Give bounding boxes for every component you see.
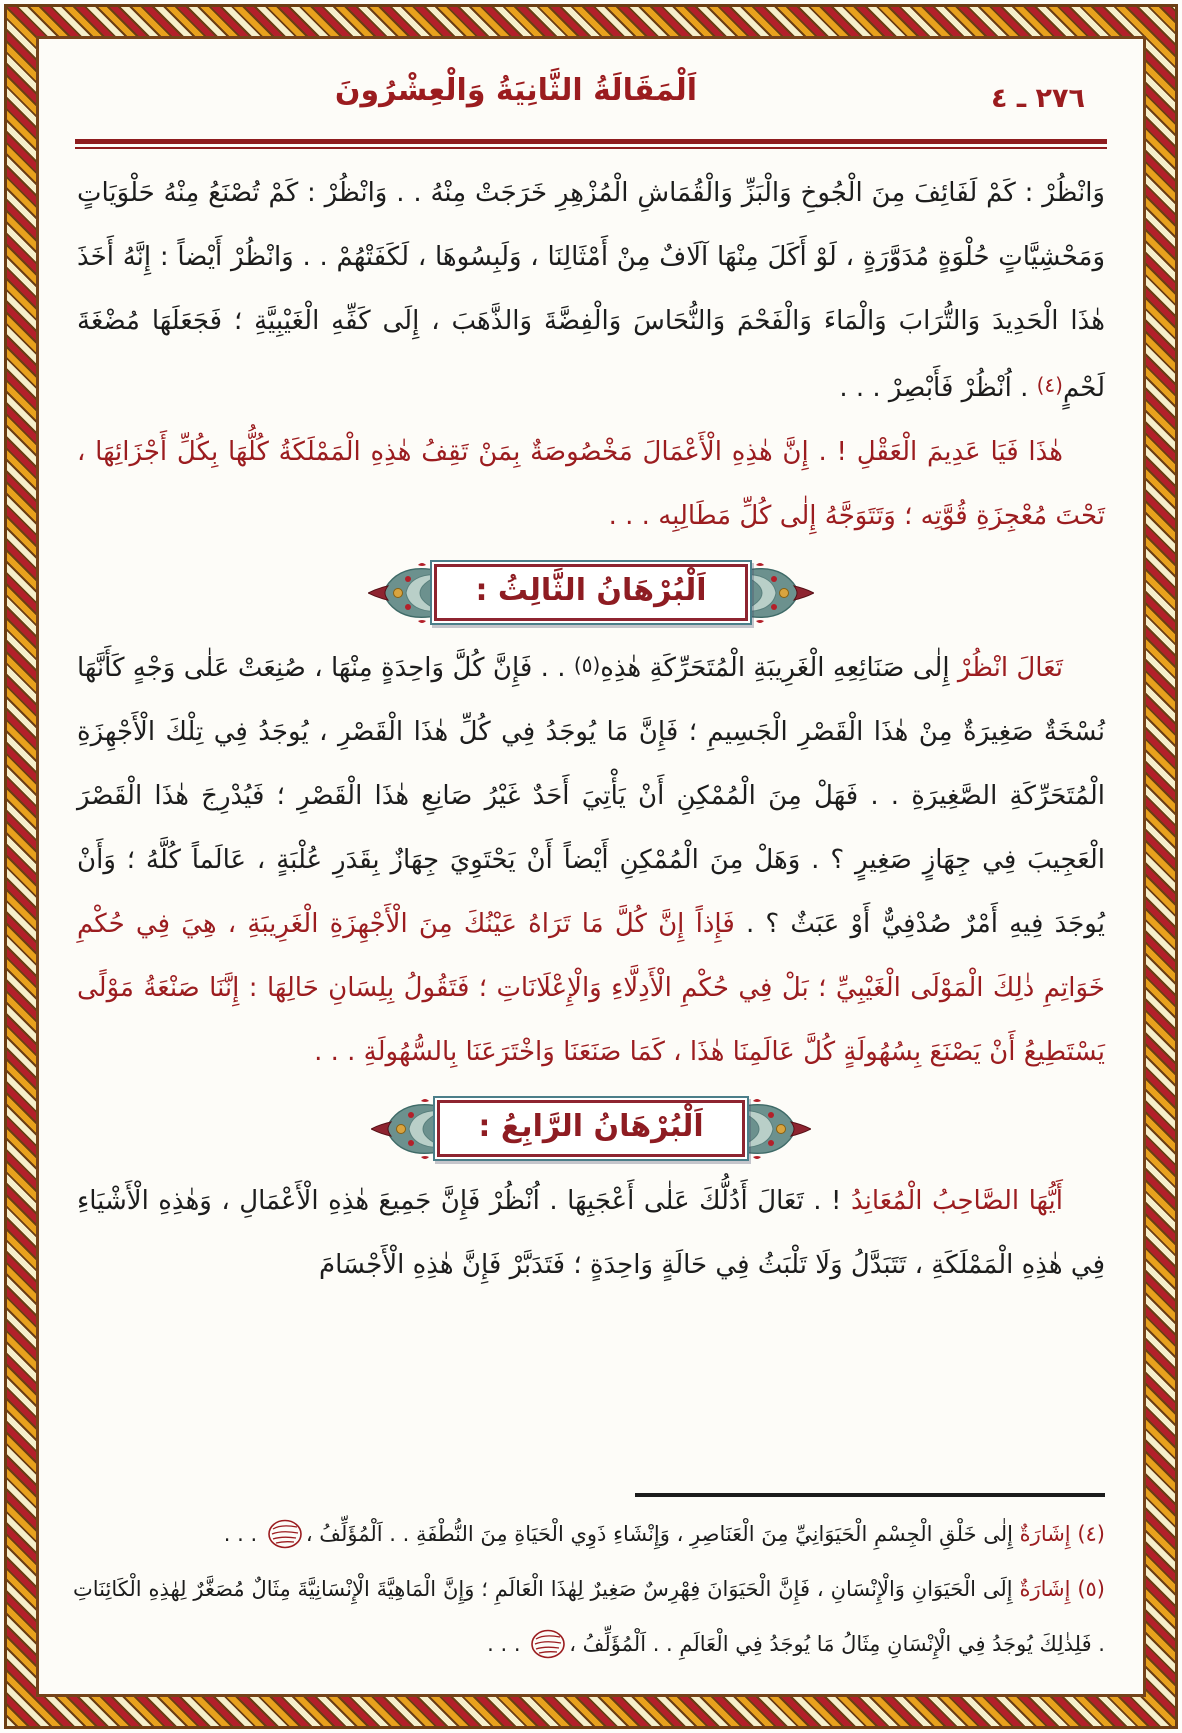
footnote-5-marker: (٥) bbox=[573, 653, 601, 677]
paragraph-text: . اُنْظُرْ فَأَبْصِرْ . . . bbox=[839, 373, 1037, 403]
footnote-4 bbox=[73, 1507, 1105, 1562]
footnote-text: . . . bbox=[223, 1522, 264, 1546]
paragraph-red-address: هٰذَا فَيَا عَدِيمَ الْعَقْلِ ! . إِنَّ هٰذِهِ الْأَعْمَالَ مَخْصُوصَةٌ بِمَنْ تَقِفُ هٰذِهِ الْمَمْلَكَةُ كُلُّهَا بِكُلِّ أَجْزَائِهَا ، تَحْتَ مُعْجِزَةِ قُوَّتِه ؛ وَتَتَوَجَّهُ إِلٰى كُلِّ مَطَالِبِه . . . bbox=[77, 437, 1105, 531]
paragraph-proof-three bbox=[77, 633, 1105, 1084]
footnote-marker: (٥) إِشَارَةٌ bbox=[1019, 1577, 1105, 1601]
footnote-4-marker: (٤) bbox=[1036, 373, 1063, 397]
floral-ornament-icon bbox=[742, 561, 814, 625]
footnote-text: . . . bbox=[487, 1632, 528, 1656]
proof-four-title: اَلْبُرْهَانُ الرَّابِعُ : bbox=[437, 1100, 744, 1157]
paragraph-lead: أَيُّهَا الصَّاحِبُ الْمُعَانِدُ bbox=[850, 1186, 1064, 1216]
paragraph-text: ! . تَعَالَ أَدُلُّكَ عَلٰى أَعْجَبِهَا . اُنْظُرْ فَإِنَّ جَمِيعَ هٰذِهِ الْأَعْمَالِ ، وَهٰذِهِ الْأَشْيَاءِ فِي هٰذِهِ الْمَمْلَكَةِ ، تَتَبَدَّلُ وَلَا تَلْبَثُ فِي حَالَةٍ وَاحِدَةٍ ؛ فَتَدَبَّرْ فَإِنَّ هٰذِهِ الْأَجْسَامَ bbox=[77, 1186, 1105, 1280]
paragraph-text: إِلٰى صَنَائِعِهِ الْغَرِيبَةِ الْمُتَحَرِّكَةِ هٰذِهِ bbox=[600, 653, 950, 683]
paragraph-text: وَانْظُرْ : كَمْ لَفَائِفَ مِنَ الْجُوخِ وَالْبَزِّ وَالْقُمَاشِ الْمُزْهِرِ خَرَجَتْ مِنْهُ . . وَانْظُرْ : كَمْ تُصْنَعُ مِنْهُ حَلْوَيَاتٍ وَمَحْشِيَّاتٍ حُلْوَةٍ مُدَوَّرَةٍ ، لَوْ أَكَلَ مِنْهَا آلَافٌ مِنْ أَمْثَالِنَا ، وَلَبِسُوهَا ، لَكَفَتْهُمْ . . وَانْظُرْ أَيْضاً : إِنَّهُ أَخَذَ هٰذَا الْحَدِيدَ وَالتُّرَابَ وَالْمَاءَ وَالْفَحْمَ وَالنُّحَاسَ وَالْفِضَّةَ وَالذَّهَبَ ، إِلَى كَفِّهِ الْغَيْبِيَّةِ ؛ فَجَعَلَهَا مُضْغَةَ لَحْمٍ bbox=[77, 178, 1105, 403]
proof-three-title: اَلْبُرْهَانُ الثَّالِثُ : bbox=[434, 564, 747, 621]
author-seal-icon bbox=[267, 1519, 303, 1549]
page-content bbox=[39, 39, 1143, 1694]
footnote-separator bbox=[635, 1493, 1105, 1497]
header-rule-thin bbox=[75, 147, 1107, 149]
proof-four-title-box bbox=[433, 1096, 748, 1161]
footnote-5 bbox=[73, 1562, 1105, 1672]
page-header bbox=[73, 61, 1109, 131]
proof-four-heading bbox=[73, 1096, 1109, 1161]
paragraph-proof-four bbox=[77, 1169, 1105, 1297]
footnote-text: إِلٰى خَلْقِ الْجِسْمِ الْحَيَوَانِيِّ مِنَ الْعَنَاصِرِ ، وَإِنْشَاءِ ذَوِي الْحَيَاةِ مِنَ النُّطْفَةِ . . اَلْمُؤَلِّفُ ، bbox=[305, 1522, 1020, 1546]
page-surface bbox=[36, 36, 1146, 1697]
footnote-text: إِلَى الْحَيَوَانِ وَالْإِنْسَانِ ، فَإِنَّ الْحَيَوَانَ فِهْرِسٌ صَغِيرٌ لِهٰذَا الْعَالَمِ ؛ وَإِنَّ الْمَاهِيَّةَ الْإِنْسَانِيَّةَ مِثَالٌ مُصَغَّرٌ لِهٰذِهِ الْكَائِنَاتِ . فَلِذٰلِكَ يُوجَدُ فِي الْإِنْسَانِ مِثَالُ مَا يُوجَدُ فِي الْعَالَمِ . . اَلْمُؤَلِّفُ ، bbox=[73, 1577, 1105, 1656]
header-rule-thick bbox=[75, 139, 1107, 144]
proof-three-heading bbox=[73, 560, 1109, 625]
proof-three-title-box bbox=[430, 560, 751, 625]
paragraph-fabric-and-creation bbox=[77, 161, 1105, 420]
author-seal-icon bbox=[530, 1629, 566, 1659]
footnote-marker: (٤) إِشَارَةٌ bbox=[1019, 1522, 1105, 1546]
floral-ornament-icon bbox=[739, 1097, 811, 1161]
page-title: اَلْمَقَالَةُ الثَّانِيَةُ وَالْعِشْرُونَ bbox=[334, 73, 698, 108]
paragraph-text: . . فَإِنَّ كُلَّ وَاحِدَةٍ مِنْهَا ، صُنِعَتْ عَلٰى وَجْهٍ كَأَنَّهَا نُسْخَةٌ صَغِيرَةٌ مِنْ هٰذَا الْقَصْرِ الْجَسِيمِ ؛ فَإِنَّ مَا يُوجَدُ فِي كُلِّ هٰذَا الْقَصْرِ ، يُوجَدُ فِي تِلْكَ الْأَجْهِزَةِ الْمُتَحَرِّكَةِ الصَّغِيرَةِ . . فَهَلْ مِنَ الْمُمْكِنِ أَنْ يَأْتِيَ أَحَدٌ غَيْرُ صَانِعِ هٰذَا الْقَصْرِ ؛ فَيُدْرِجَ هٰذَا الْقَصْرَ الْعَجِيبَ فِي جِهَازٍ صَغِيرٍ ؟ . وَهَلْ مِنَ الْمُمْكِنِ أَيْضاً أَنْ يَحْتَوِيَ جِهَازٌ بِقَدَرِ عُلْبَةٍ ، عَالَماً كُلَّهُ ؛ وَأَنْ يُوجَدَ فِيهِ أَمْرٌ صُدْفِيٌّ أَوْ عَبَثٌ ؟ . bbox=[77, 653, 1105, 939]
footnotes-section bbox=[73, 1493, 1105, 1672]
page-number: ٢٧٦ ـ ٤ bbox=[991, 83, 1085, 114]
paragraph-tail-red: فَإِذاً إِنَّ كُلَّ مَا تَرَاهُ عَيْنُكَ مِنَ الْأَجْهِزَةِ الْغَرِيبَةِ ، هِيَ فِي حُكْمِ خَوَاتِمِ ذٰلِكَ الْمَوْلَى الْغَيْبِيِّ ؛ بَلْ فِي حُكْمِ الْأَدِلَّاءِ وَالْإِعْلَانَاتِ ؛ فَتَقُولُ بِلِسَانِ حَالِهَا : إِنَّنَا صَنْعَةُ مَوْلًى يَسْتَطِيعُ أَنْ يَصْنَعَ بِسُهُولَةٍ كُلَّ عَالَمِنَا هٰذَا ، كَمَا صَنَعَنَا وَاخْتَرَعَنَا بِالسُّهُولَةِ . . . bbox=[77, 909, 1105, 1067]
paragraph-lead: تَعَالَ انْظُرْ bbox=[949, 653, 1063, 683]
